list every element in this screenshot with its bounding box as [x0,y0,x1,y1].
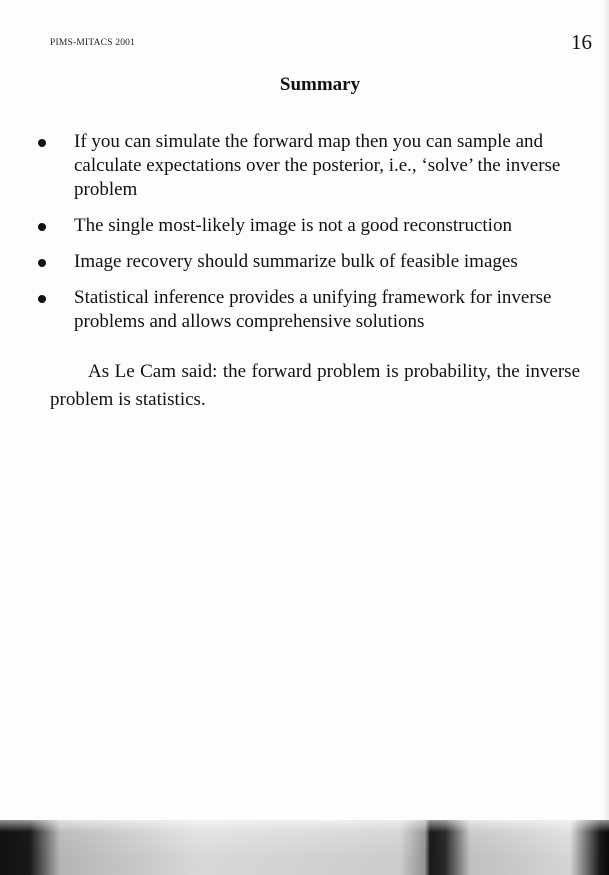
bullet-item [36,214,596,238]
bullet-list [36,130,596,346]
closing-quote: As Le Cam said: the forward problem is probability, the inverse problem is statistics. [50,361,580,410]
scan-bottom-shadow [0,820,609,875]
bullet-text: Image recovery should summarize bulk of feasible images [74,251,518,272]
bullet-text: The single most-likely image is not a good reconstruction [74,215,512,236]
bullet-text: Statistical inference provides a unifying framework for inverse problems and allows comprehensive solutions [74,287,552,332]
bullet-item [36,130,596,202]
bullet-text: If you can simulate the forward map then you can sample and calculate expectations over the posterior, i.e., ‘solve’ the inverse problem [74,131,561,200]
page-number: 16 [571,30,592,54]
bullet-dot-icon [38,139,46,147]
bullet-dot-icon [38,223,46,231]
page-title: Summary [279,74,361,95]
scan-edge-shadow [603,0,609,820]
bullet-item [36,286,596,334]
bullet-dot-icon [38,295,46,303]
bullet-dot-icon [38,259,46,267]
header-conference: PIMS-MITACS 2001 [50,38,136,48]
bullet-item [36,250,596,274]
